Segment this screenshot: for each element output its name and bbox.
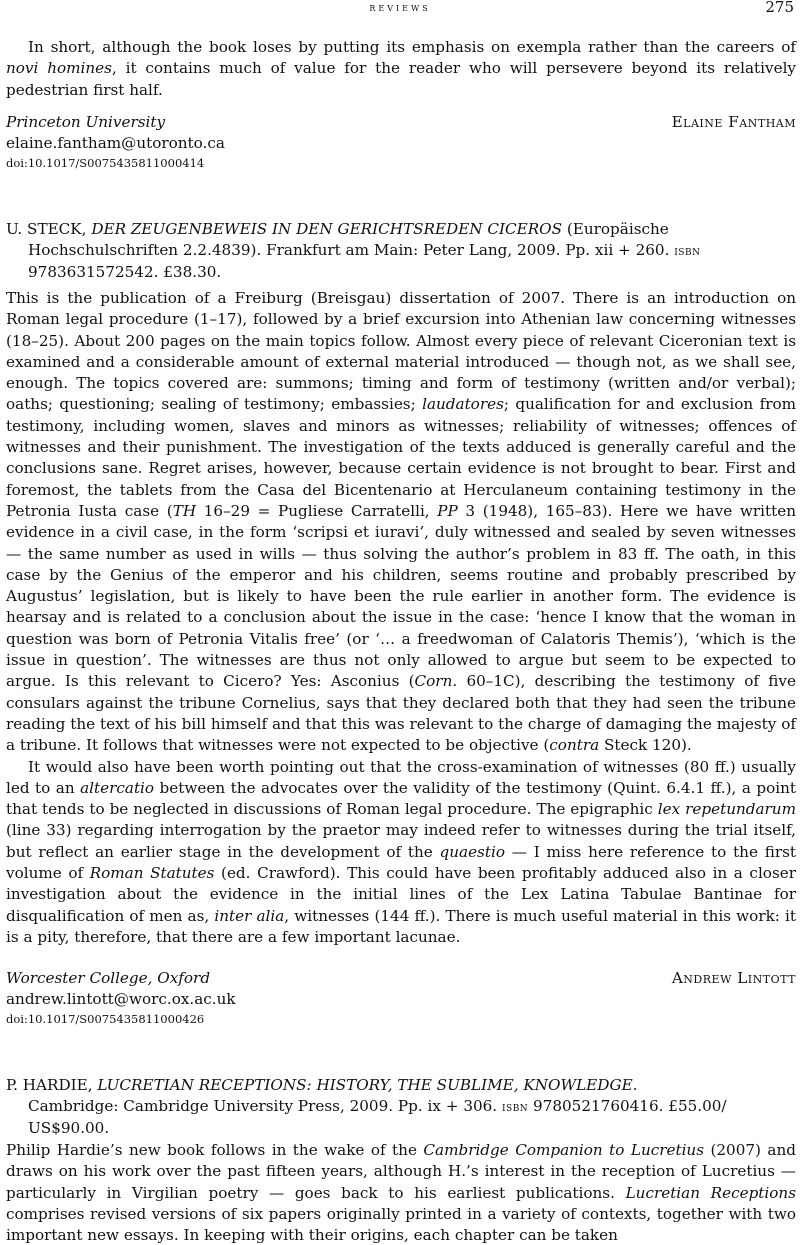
running-head-title: reviews [369, 0, 431, 14]
italic-term: quaestio [439, 842, 505, 861]
book-publication: Cambridge: Cambridge University Press, 2009. Pp. ix + 306. [28, 1097, 502, 1115]
doi[interactable]: doi:10.1017/S0075435811000426 [6, 1012, 205, 1026]
text-run: (line 33) regarding interrogation by the praetor may indeed refer to witnesses during the trial itself, but reflect an earlier stage in the development of the [6, 821, 796, 861]
italic-term: PP [437, 501, 458, 520]
review3-body [6, 1140, 796, 1245]
text-run: 60–1C), describing the testimony of five consulars against the tribune Cornelius, says that they declared both that they had seen the tribune reading the text of his bill himself and that this was relevant to the charge of damaging the majesty of a tribune. It follows that witnesses were not expected to be objective ( [6, 672, 796, 755]
book-publication: Hochschulschriften 2.2.4839). Frankfurt am Main: Peter Lang, 2009. Pp. xii + 260. [28, 241, 675, 259]
book-author: U. STECK, [6, 220, 92, 238]
book-author: P. HARDIE, [6, 1076, 98, 1094]
running-head [0, 0, 800, 16]
review3-bibliographic-heading [6, 1075, 796, 1139]
text-run: 16–29 = Pugliese Carratelli, [196, 501, 438, 520]
isbn-label: isbn [674, 244, 701, 259]
text-run: (2007) and draws on his work over the past fifteen years, although H.’s interest in the reception of Lucretius — particularly in Virgilian poetry — goes back to his earliest publications. [6, 1141, 796, 1202]
italic-term: altercatio [80, 778, 155, 797]
book-isbn-price: 9780521760416. £55.00/ [528, 1097, 727, 1115]
text-run: ; qualification for and exclusion from testimony, including women, slaves and minors as witnesses; reliability of witnesses; offences of witnesses and their punishment. The investigation of the texts adduced is generally careful and the conclusions sane. Regret arises, however, because certain evidence is not brought to bear. First and foremost, the tablets from the Casa del Bicentenario at Herculaneum containing testimony in the Petronia Iusta case ( [6, 395, 797, 520]
reviewer-institution: Princeton University [6, 113, 166, 131]
reviewer-institution: Worcester College, Oxford [6, 969, 211, 987]
italic-term: inter alia [214, 906, 285, 925]
review2-body [6, 288, 796, 948]
text-run: Steck 120). [599, 736, 692, 755]
reviewer-name: Elaine Fantham [671, 113, 796, 131]
text-run: comprises revised versions of six papers originally printed in a variety of contexts, together with two important new essays. In keeping with their origins, each chapter can be taken [6, 1204, 796, 1245]
text-run: It would also have been worth pointing out that the cross-examination of witnesses (80 ff.) usually led to an [6, 757, 796, 797]
text-run: — I miss here reference to the first volume of [6, 842, 796, 883]
isbn-label: isbn [501, 1100, 529, 1115]
text-run: In short, although the book loses by putting its emphasis on exempla rather than the careers of [28, 38, 796, 56]
text-run: Philip Hardie’s new book follows in the wake of the [6, 1141, 424, 1159]
text-run: , it contains much of value for the reader who will persevere beyond its relatively pedestrian first half. [6, 59, 797, 99]
italic-term: Corn. [414, 672, 458, 691]
text-run: , witnesses (144 ff.). There is much useful material in this work: it is a pity, therefore, that there are a few important lacunae. [6, 906, 796, 946]
review2-bibliographic-heading [6, 219, 796, 283]
review1-closing-paragraph [6, 37, 796, 101]
book-price-usd: US$90.00. [28, 1119, 110, 1137]
reviewer-email[interactable]: andrew.lintott@worc.ox.ac.uk [6, 990, 236, 1008]
italic-term: Cambridge Companion to Lucretius [423, 1141, 705, 1159]
page-number: 275 [765, 0, 794, 16]
book-isbn-price: 9783631572542. £38.30. [28, 263, 222, 281]
text-run: between the advocates over the validity of the testimony (Quint. 6.4.1 ff.), a point that tends to be neglected in discussions of Roman legal procedure. The epigraphic [6, 778, 796, 819]
review2-signature [6, 968, 796, 1029]
italic-term: novi homines [6, 59, 112, 78]
book-series: (Europäische [562, 220, 669, 238]
text-run: This is the publication of a Freiburg (Breisgau) dissertation of 2007. There is an introduction on Roman legal procedure (1–17), followed by a brief excursion into Athenian law concerning witnesses (18–25). About 200 pages on the main topics follow. Almost every piece of relevant Ciceronian text is examined and a considerable amount of external material introduced — though not, as we shall see, enough. The topics covered are: summons; timing and form of testimony (written and/or verbal); oaths; questioning; sealing of testimony; embassies; [6, 289, 796, 414]
review1-signature [6, 112, 796, 173]
reviewer-email[interactable]: elaine.fantham@utoronto.ca [6, 134, 225, 152]
reviewer-name: Andrew Lintott [671, 969, 796, 987]
book-title: DER ZEUGENBEWEIS IN DEN GERICHTSREDEN CICEROS [91, 220, 563, 238]
italic-term: lex repetundarum [657, 800, 796, 819]
italic-term: Lucretian Receptions [625, 1183, 796, 1202]
italic-term: contra [549, 736, 600, 755]
doi[interactable]: doi:10.1017/S0075435811000414 [6, 156, 205, 170]
italic-term: Roman Statutes [89, 864, 215, 883]
text-run: (ed. Crawford). This could have been profitably adduced also in a closer investigation about the evidence in the initial lines of the Lex Latina Tabulae Bantinae for disqualification of men as, [6, 864, 796, 925]
text-run: 3 (1948), 165–83). Here we have written evidence in a civil case, in the form ‘scripsi et iuravi’, duly witnessed and sealed by seven witnesses — the same number as used in wills — thus solving the author’s problem in 83 ff. The oath, in this case by the Genius of the emperor and his children, seems routine and probably prescribed by Augustus’ legislation, but is likely to have been the rule earlier in another form. The evidence is hearsay and is related to a conclusion about the issue in the case: ‘hence I know that the woman in question was born of Petronia Vitalis free’ (or ‘… a freedwoman of Calatoris Themis’), ‘which is the issue in question’. The witnesses are thus not only allowed to argue but seem to be expected to argue. Is this relevant to Cicero? Yes: Asconius ( [6, 501, 796, 691]
italic-term: laudatores [422, 395, 504, 414]
book-title: LUCRETIAN RECEPTIONS: HISTORY, THE SUBLIME, KNOWLEDGE. [97, 1076, 638, 1094]
italic-term: TH [172, 501, 197, 520]
